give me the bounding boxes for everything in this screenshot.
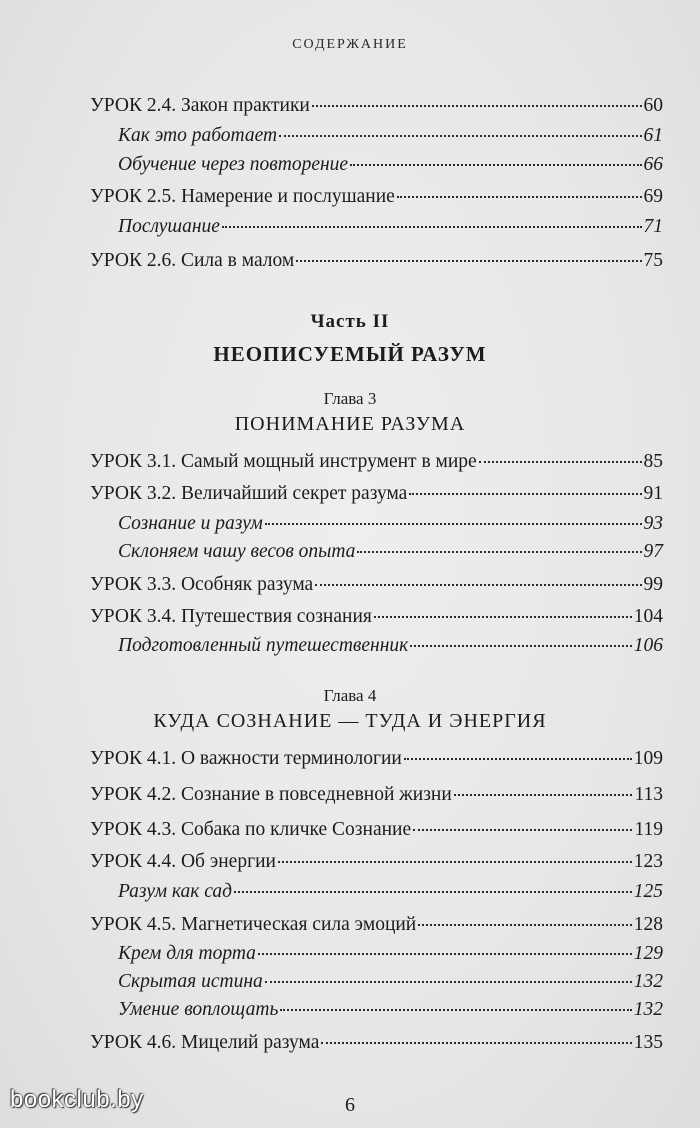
toc-subentry [118, 942, 663, 966]
chapter-title: КУДА СОЗНАНИЕ — ТУДА И ЭНЕРГИЯ [153, 710, 547, 732]
toc-entry-title: УРОК 4.5. Магнетическая сила эмоций [90, 914, 417, 935]
dot-leader [258, 953, 632, 955]
toc-entry [90, 850, 663, 874]
toc-entry [90, 185, 663, 209]
toc-entry-title: УРОК 3.1. Самый мощный инструмент в мире [90, 451, 477, 472]
toc-entry-title: Умение воплощать [118, 999, 279, 1020]
toc-entry-title: Как это работает [118, 125, 278, 146]
toc-entry-page: 109 [633, 748, 663, 769]
toc-entry-page: 123 [633, 851, 663, 872]
toc-entry-page: 135 [633, 1032, 663, 1053]
toc-entry-page: 104 [633, 606, 663, 627]
dot-leader [374, 616, 632, 618]
toc-entry-page: 132 [633, 971, 663, 992]
toc-entry [90, 913, 663, 937]
page-number: 6 [345, 1094, 355, 1116]
toc-subentry [118, 153, 663, 177]
toc-entry-page: 113 [634, 784, 663, 805]
toc-entry [90, 605, 663, 629]
toc-entry [90, 450, 663, 474]
toc-entry-page: 69 [643, 186, 663, 207]
toc-entry [90, 249, 663, 273]
dot-leader [321, 1042, 631, 1044]
dot-leader [357, 551, 641, 553]
dot-leader [454, 794, 633, 796]
chapter-label: Глава 3 [323, 389, 377, 408]
toc-entry-title: УРОК 4.2. Сознание в повседневной жизни [90, 784, 452, 805]
toc-entry-title: УРОК 4.3. Собака по кличке Сознание [90, 819, 412, 840]
dot-leader [280, 1009, 631, 1011]
dot-leader [418, 924, 632, 926]
dot-leader [222, 226, 642, 228]
toc-entry-page: 125 [633, 881, 663, 902]
running-head: СОДЕРЖАНИЕ [292, 37, 408, 52]
toc-entry-page: 106 [633, 635, 663, 656]
toc-entry-title: УРОК 2.6. Сила в малом [90, 250, 295, 271]
dot-leader [265, 523, 642, 525]
dot-leader [265, 981, 632, 983]
dot-leader [404, 758, 632, 760]
toc-subentry [118, 215, 663, 239]
toc-entry-page: 66 [643, 154, 663, 175]
dot-leader [296, 260, 641, 262]
toc-entry [90, 573, 663, 597]
toc-entry-title: УРОК 4.6. Мицелий разума [90, 1032, 320, 1053]
toc-entry-title: Скрытая истина [118, 971, 263, 992]
dot-leader [410, 645, 631, 647]
toc-subentry [118, 512, 663, 536]
toc-subentry [118, 880, 663, 904]
toc-entry [90, 783, 663, 807]
toc-entry-page: 85 [643, 451, 663, 472]
toc-entry-page: 99 [643, 574, 663, 595]
toc-entry-title: Послушание [118, 216, 220, 237]
dot-leader [234, 891, 632, 893]
toc-subentry [118, 124, 663, 148]
dot-leader [278, 861, 632, 863]
dot-leader [409, 493, 641, 495]
toc-entry-page: 119 [634, 819, 663, 840]
toc-entry-title: Подготовленный путешественник [118, 635, 409, 656]
toc-subentry [118, 540, 663, 564]
toc-entry-title: УРОК 3.2. Величайший секрет разума [90, 483, 408, 504]
toc-entry-title: УРОК 4.1. О важности терминологии [90, 748, 402, 769]
chapter-title: ПОНИМАНИЕ РАЗУМА [234, 413, 466, 435]
toc-entry-title: УРОК 3.4. Путешествия сознания [90, 606, 372, 627]
toc-entry-title: Сознание и разум [118, 513, 263, 534]
chapter-label: Глава 4 [323, 686, 377, 705]
dot-leader [312, 105, 642, 107]
toc-entry-title: УРОК 2.4. Закон практики [90, 95, 310, 116]
toc-entry-page: 61 [643, 125, 663, 146]
dot-leader [315, 584, 641, 586]
toc-entry [90, 747, 663, 771]
toc-entry-page: 97 [643, 541, 663, 562]
toc-entry-title: Обучение через повторение [118, 154, 349, 175]
dot-leader [350, 164, 641, 166]
toc-entry-page: 93 [643, 513, 663, 534]
toc-subentry [118, 998, 663, 1022]
toc-entry-page: 128 [633, 914, 663, 935]
toc-subentry [118, 970, 663, 994]
toc-entry-page: 75 [643, 250, 663, 271]
dot-leader [279, 135, 641, 137]
dot-leader [397, 196, 642, 198]
toc-entry-page: 91 [643, 483, 663, 504]
toc-entry-page: 132 [633, 999, 663, 1020]
toc-entry-title: УРОК 4.4. Об энергии [90, 851, 276, 872]
toc-entry [90, 1031, 663, 1055]
toc-entry-title: Разум как сад [118, 881, 233, 902]
part-label: Часть II [310, 311, 390, 332]
dot-leader [479, 461, 642, 463]
toc-entry-title: УРОК 2.5. Намерение и послушание [90, 186, 395, 207]
toc-entry-page: 129 [633, 943, 663, 964]
watermark: bookclub.by [10, 1086, 144, 1113]
toc-entry-page: 71 [643, 216, 663, 237]
toc-entry [90, 818, 663, 842]
toc-entry-title: УРОК 3.3. Особняк разума [90, 574, 314, 595]
toc-entry [90, 94, 663, 118]
toc-subentry [118, 634, 663, 658]
dot-leader [413, 829, 632, 831]
part-title: НЕОПИСУЕМЫЙ РАЗУМ [213, 342, 487, 366]
toc-entry-title: Склоняем чашу весов опыта [118, 541, 356, 562]
toc-entry-page: 60 [643, 95, 663, 116]
toc-entry-title: Крем для торта [118, 943, 256, 964]
toc-entry [90, 482, 663, 506]
